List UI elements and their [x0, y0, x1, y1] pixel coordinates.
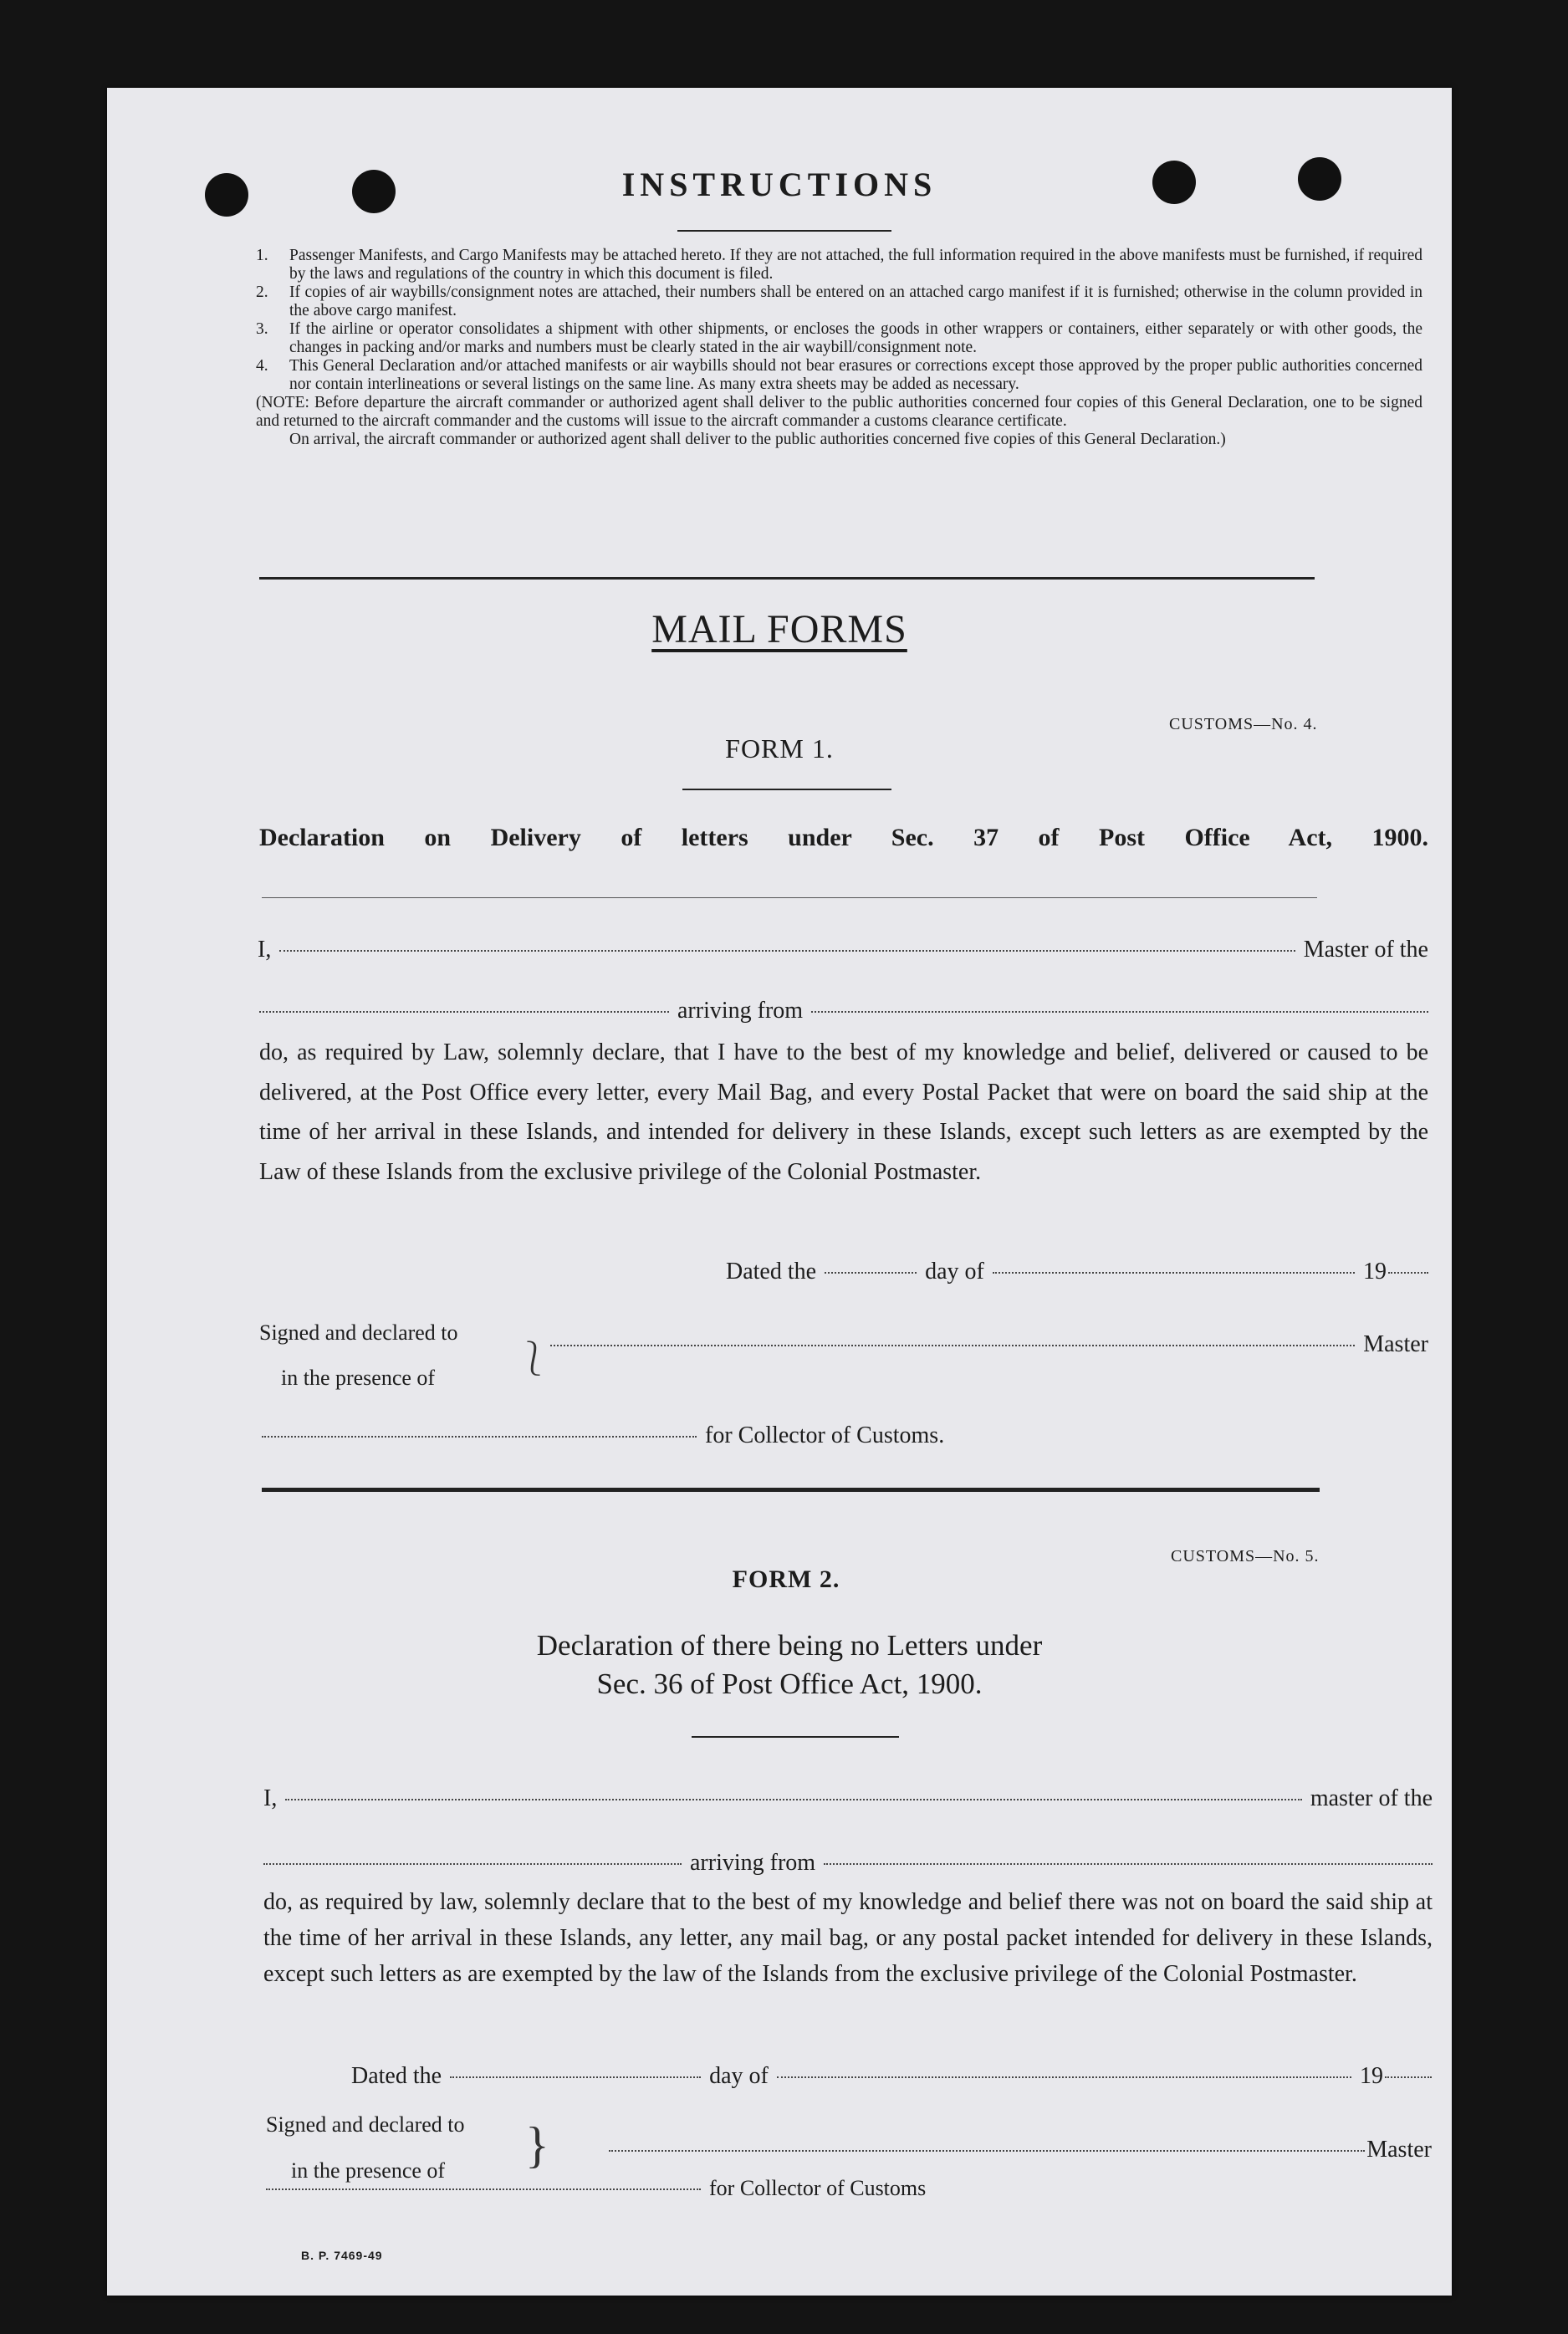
divider — [692, 1736, 899, 1738]
collector-signature-field[interactable] — [266, 2188, 701, 2190]
form1-name-line: I, Master of the — [258, 937, 1428, 963]
year-field[interactable] — [1388, 1272, 1428, 1274]
instruction-item: 3. If the airline or operator consolidates a shipment with other shipments, or encloses the goods in other wrappers or containers, either separately or with other goods, the changes in packing and/or marks and numbers must be clearly stated in the air waybill/consignment note. — [256, 320, 1422, 356]
note-departure: (NOTE: Before departure the aircraft commander or authorized agent shall deliver to the public authorities concerned four copies of this General Declaration, one to be signed and returned to the aircraft commander and the customs will issue to the aircraft commander a customs clearance certificate. — [256, 394, 1422, 430]
day-field[interactable] — [450, 2076, 701, 2078]
form1-master-line: Master — [550, 1331, 1428, 1358]
arriving-from-field[interactable] — [824, 1863, 1433, 1865]
month-field[interactable] — [777, 2076, 1351, 2078]
instruction-item: 2. If copies of air waybills/consignment notes are attached, their numbers shall be entered on an attached cargo manifest if it is furnished; otherwise in the column provided in the above cargo manifest. — [256, 283, 1422, 319]
instructions-title: INSTRUCTIONS — [621, 166, 937, 203]
section-divider — [262, 1488, 1320, 1492]
form2-title: FORM 2. — [732, 1565, 840, 1593]
ship-name-field[interactable] — [259, 1011, 669, 1013]
form1-date-line: Dated the day of 19 — [726, 1259, 1428, 1285]
form1-body: do, as required by Law, solemnly declare, that I have to the best of my knowledge and belief, delivered or caused to be delivered, at the Post Office every letter, every Mail Bag, and every Postal Packet that were on board the said ship at the time of her arrival in these Islands, and intended for delivery in these Islands, except such letters as are exempted by the Law of these Islands from the exclusive privilege of the Colonial Postmaster. — [259, 1039, 1428, 1185]
instruction-item: 1. Passenger Manifests, and Cargo Manifests may be attached hereto. If they are not attached, the full information required in the above manifests must be furnished, if required by the laws and regulations of the country in which this document is filed. — [256, 247, 1422, 283]
form1-ship-line: arriving from — [259, 998, 1428, 1024]
brace: ⎱ — [517, 1340, 550, 1377]
form1-title: FORM 1. — [725, 733, 834, 764]
form2-master-line: Master — [609, 2137, 1432, 2163]
day-field[interactable] — [825, 1272, 917, 1274]
form1-declaration-title: Declaration on Delivery of letters under Sec. 37 of Post Office Act, 1900. — [259, 824, 1428, 851]
master-signature-field[interactable] — [609, 2150, 1365, 2152]
arriving-from-field[interactable] — [811, 1011, 1428, 1013]
divider — [262, 897, 1317, 898]
section-divider — [259, 577, 1315, 580]
brace: } — [525, 2117, 549, 2173]
form1-collector-line: for Collector of Customs. — [262, 1422, 1098, 1449]
form1-signed-label: Signed and declared to in the presence of — [259, 1320, 458, 1390]
form2-declaration-title: Declaration of there being no Letters under Sec. 36 of Post Office Act, 1900. — [536, 1629, 1043, 1700]
form2-body: do, as required by law, solemnly declare that to the best of my knowledge and belief there was not on board the said ship at the time of her arrival in these Islands, any letter, any mail bag, or any postal packet intended for delivery in these Islands, except such letters as are exempted by the law of the Islands from the exclusive privilege of the Colonial Postmaster. — [263, 1889, 1433, 1987]
form2-name-line: I, master of the — [263, 1785, 1433, 1811]
form2-date-line: Dated the day of 19 — [351, 2063, 1432, 2090]
ship-name-field[interactable] — [263, 1863, 682, 1865]
collector-signature-field[interactable] — [262, 1436, 697, 1438]
year-field[interactable] — [1385, 2076, 1432, 2078]
instruction-item: 4. This General Declaration and/or attached manifests or air waybills should not bear erasures or corrections except those approved by the proper public authorities concerned nor contain interlineations or several listings on the same line. As many extra sheets may be added as necessary. — [256, 357, 1422, 393]
note-arrival: On arrival, the aircraft commander or authorized agent shall deliver to the public authorities concerned five copies of this General Declaration.) — [289, 431, 1226, 448]
month-field[interactable] — [993, 1272, 1355, 1274]
name-field[interactable] — [279, 950, 1295, 952]
divider — [682, 789, 891, 790]
customs-number: CUSTOMS—No. 5. — [1171, 1547, 1320, 1565]
print-code: B. P. 7469-49 — [301, 2249, 383, 2262]
divider — [677, 230, 891, 232]
form2-ship-line: arriving from — [263, 1850, 1433, 1877]
instructions-list — [256, 247, 1422, 449]
customs-number: CUSTOMS—No. 4. — [1169, 715, 1318, 733]
instruction-note — [256, 394, 1422, 449]
mail-forms-title: MAIL FORMS — [651, 607, 907, 651]
document-page — [107, 88, 1452, 2296]
form2-signed-label: Signed and declared to in the presence of — [266, 2112, 465, 2183]
form2-collector-line: for Collector of Customs — [266, 2176, 1102, 2201]
name-field[interactable] — [285, 1799, 1302, 1800]
master-signature-field[interactable] — [550, 1345, 1355, 1346]
